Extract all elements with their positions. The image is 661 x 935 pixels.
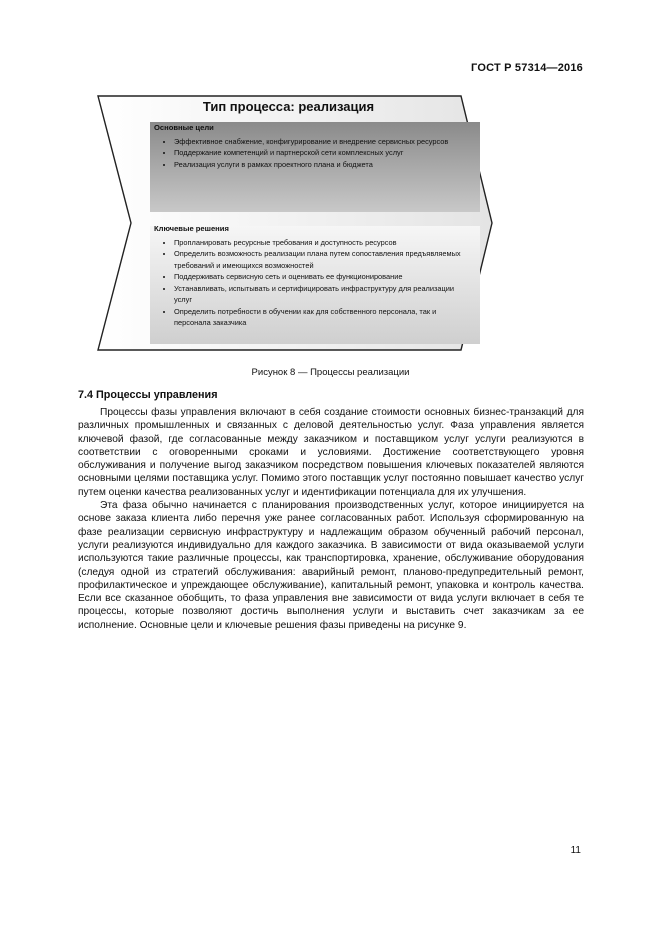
figure-title: Тип процесса: реализация (202, 99, 375, 114)
decisions-title: Ключевые решения (154, 224, 229, 233)
decisions-list (154, 237, 469, 329)
list-item: • Определить возможность реализации плана путем сопоставления предъявляемых требований и имеющихся возможностей (174, 248, 469, 271)
decisions-section (154, 223, 469, 329)
section-heading: 7.4 Процессы управления (78, 389, 218, 401)
goals-section (154, 122, 469, 170)
document-code: ГОСТ Р 57314—2016 (471, 62, 583, 74)
goals-title: Основные цели (154, 123, 214, 132)
process-figure (96, 94, 496, 352)
paragraph: Эта фаза обычно начинается с планирования производственных услуг, которое инициируется на основе заказа клиента либо перечня уже ранее согласованных работ. Используя сформированную на фазе реализации сервисную инфраструктуру и надлежащим образом обученный рабочий персонал, услуги реализуются индивидуально для каждого заказчика. В зависимости от вида оказываемой услуги используются такие различные процессы, как транспортировка, хранение, обслуживание оборудования (следуя одной из стратегий обслуживания: аварийный ремонт, планово-предупредительный ремонт, профилактическое и упреждающее обслуживание), капитальный ремонт, упаковка и контроль качества. Если все сказанное обобщить, то фаза управления вне зависимости от вида услуги включает в себя те процессы, которые позволяют достичь выполнения услуги и выставить счет заказчикам за ее исполнение. Основные цели и ключевые решения фазы приведены на рисунке 9. (78, 500, 584, 631)
goals-list (154, 136, 469, 171)
paragraph: Процессы фазы управления включают в себя создание стоимости основных бизнес-транзакций для различных промышленных и связанных с деловой деятельностью услуг. Фаза управления является ключевой фазой, где согласованные между заказчиком и поставщиком услуг услуги реализуются в соответствии с оговоренными сроками и условиями. Достижение соответствующего уровня обслуживания и получение выгод заказчиком посредством повышения ключевых показателей являются основными целями поставщика услуг. Помимо этого поставщик услуг постоянно повышает качество услуг путем оценки качества реализованных услуг и идентификации потенциала для их улучшения. (78, 407, 584, 498)
section-body (78, 406, 584, 632)
list-item: • Поддержание компетенций и партнерской сети комплексных услуг (174, 147, 469, 159)
list-item: • Эффективное снабжение, конфигурирование и внедрение сервисных ресурсов (174, 136, 469, 148)
figure-caption: Рисунок 8 — Процессы реализации (251, 367, 410, 378)
page-number: 11 (570, 845, 581, 856)
list-item: • Реализация услуги в рамках проектного плана и бюджета (174, 159, 469, 171)
list-item: • Определить потребности в обучении как для собственного персонала, так и персонала заказчика (174, 306, 469, 329)
list-item: • Поддерживать сервисную сеть и оценивать ее функционирование (174, 271, 469, 283)
list-item: • Пропланировать ресурсные требования и доступность ресурсов (174, 237, 469, 249)
list-item: • Устанавливать, испытывать и сертифицировать инфраструктуру для реализации услуг (174, 283, 469, 306)
